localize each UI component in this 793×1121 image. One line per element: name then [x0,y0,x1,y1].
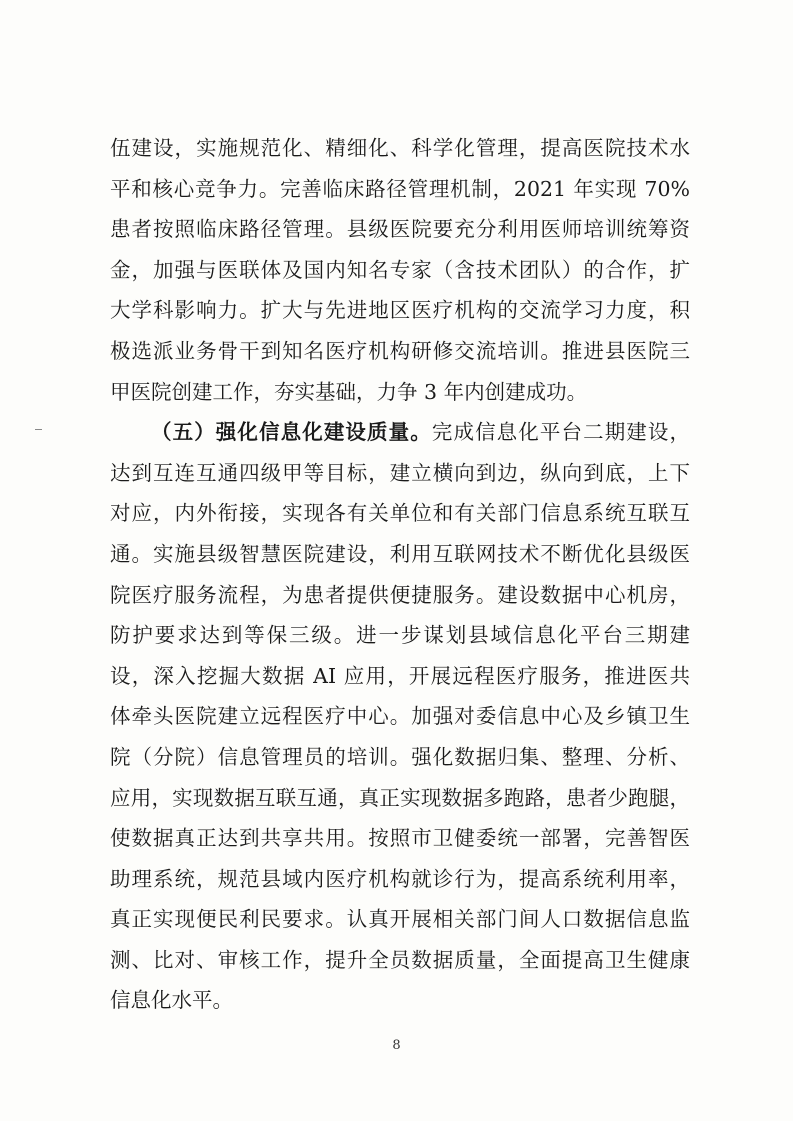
text-line: 甲医院创建工作，夯实基础，力争 3 年内创建成功。 [110,379,588,404]
text-line: 院（分院）信息管理员的培训。强化数据归集、整理、分析、 [110,744,690,769]
text-line: 使数据真正达到共享共用。按照市卫健委统一部署，完善智医 [110,826,690,851]
text-line: 患者按照临床路径管理。县级医院要充分利用医师培训统筹资 [110,217,690,242]
text-line: 金，加强与医联体及国内知名专家（含技术团队）的合作，扩 [110,257,690,282]
text-line: 平和核心竞争力。完善临床路径管理机制，2021 年实现 70% [110,176,690,201]
text-line: 达到互连互通四级甲等目标，建立横向到边，纵向到底，上下 [110,460,690,485]
text-line: 信息化水平。 [110,988,233,1013]
body-text [110,128,690,1021]
section-heading-rest: 完成信息化平台二期建设， [431,420,691,445]
text-line: 防护要求达到等保三级。进一步谋划县域信息化平台三期建 [110,623,690,648]
text-line: 院医疗服务流程，为患者提供便捷服务。建设数据中心机房， [110,582,690,607]
text-line: 大学科影响力。扩大与先进地区医疗机构的交流学习力度，积 [110,298,690,323]
text-line: 真正实现便民利民要求。认真开展相关部门间人口数据信息监 [110,907,690,932]
text-line: 通。实施县级智慧医院建设，利用互联网技术不断优化县级医 [110,541,690,566]
text-line: 对应，内外衔接，实现各有关单位和有关部门信息系统互联互 [110,501,690,526]
text-line: 助理系统，规范县域内医疗机构就诊行为，提高系统利用率， [110,866,690,891]
section-heading: （五）强化信息化建设质量。 [151,420,432,445]
text-line: 设，深入挖掘大数据 AI 应用，开展远程医疗服务，推进医共 [110,663,690,688]
text-line: 伍建设，实施规范化、精细化、科学化管理，提高医院技术水 [110,136,690,160]
text-line: 测、比对、审核工作，提升全员数据质量，全面提高卫生健康 [110,947,690,972]
scan-margin-mark [35,429,42,430]
section-first-line [110,412,690,453]
page-number: 8 [392,1038,401,1053]
text-line: 极选派业务骨干到知名医疗机构研修交流培训。推进县医院三 [110,338,690,363]
text-line: 应用，实现数据互联互通，真正实现数据多跑路，患者少跑腿， [110,785,690,810]
text-line: 体牵头医院建立远程医疗中心。加强对委信息中心及乡镇卫生 [110,704,690,729]
